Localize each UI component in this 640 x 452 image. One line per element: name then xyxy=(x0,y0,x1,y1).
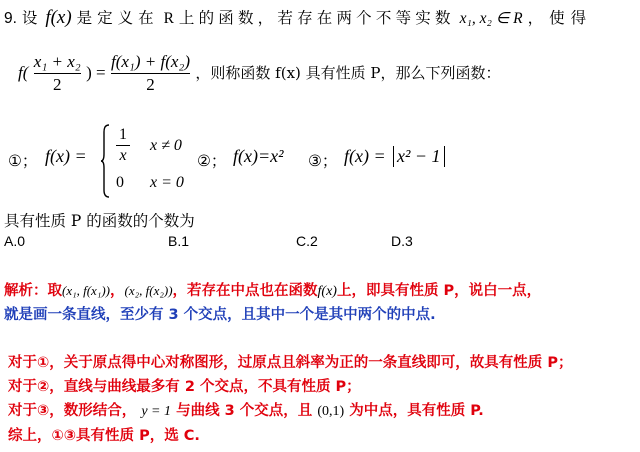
text: ，使得 xyxy=(527,9,593,27)
numerator: 1 xyxy=(119,126,127,143)
analysis-line-2: 就是画一条直线，至少有 3 个交点，且其中一个是其中两个的中点. xyxy=(4,307,436,323)
vars: x₁, x₂ ∈ R xyxy=(459,10,523,27)
text: 为中点，具有性质 P. xyxy=(349,403,484,419)
piece-1-fraction xyxy=(116,126,130,165)
eq-lhs: f( xyxy=(18,63,29,82)
question-line-1 xyxy=(4,6,592,29)
text: ，若存在中点也在函数 xyxy=(172,283,318,299)
denominator: 2 xyxy=(146,75,155,94)
denominator: x xyxy=(119,147,127,164)
item-1-fx: f(x) = xyxy=(45,146,87,166)
left-brace xyxy=(101,124,110,198)
item-3-abs: x² − 1 xyxy=(393,146,445,167)
text: 是定义在 xyxy=(76,9,159,27)
analysis-line-4: 对于②，直线与曲线最多有 2 个交点，不具有性质 P； xyxy=(8,379,361,395)
option-a: A.0 xyxy=(4,233,26,249)
piece-2-val: 0 xyxy=(116,174,124,191)
text: 对于③，数形结合， xyxy=(8,403,137,419)
set-r: R xyxy=(163,10,174,27)
item-2-fx: f(x)=x² xyxy=(233,146,284,166)
text: 设 xyxy=(21,9,41,27)
question-number: 9. xyxy=(4,10,17,27)
option-d: D.3 xyxy=(391,233,413,249)
text: 与曲线 3 个交点，且 xyxy=(176,403,313,419)
analysis-line-3: 对于①，关于原点得中心对称图形，过原点且斜率为正的一条直线即可，故具有性质 P； xyxy=(8,355,573,371)
item-3-mark: ③； xyxy=(308,152,338,170)
question-line-4: 具有性质 P 的函数的个数为 xyxy=(4,212,195,230)
numerator: x₁ + x₂ xyxy=(33,52,81,71)
option-c: C.2 xyxy=(296,233,318,249)
eq-rhs-fraction xyxy=(111,52,190,95)
definition-tail: ，则称函数 f(x) 具有性质 P，那么下列函数： xyxy=(195,64,501,82)
piece-1-cond: x ≠ 0 xyxy=(150,137,182,154)
midpoint: (0,1) xyxy=(317,404,345,419)
equation: y = 1 xyxy=(141,404,172,419)
point-2: (x₂, f(x₂)) xyxy=(124,283,173,298)
eq-lhs-fraction xyxy=(34,52,81,95)
text: 上的函数，若存在两个不等实数 xyxy=(178,9,455,27)
piece-1 xyxy=(116,126,130,165)
text: 上，即具有性质 P，说白一点， xyxy=(336,283,542,299)
analysis-line-6: 综上，①③具有性质 P，选 C. xyxy=(8,428,200,444)
item-2-mark: ②； xyxy=(197,152,227,170)
item-1-mark: ①； xyxy=(8,152,38,170)
point-1: (x₁, f(x₁)) xyxy=(62,283,111,298)
denominator: 2 xyxy=(52,75,62,94)
function-f: f(x) xyxy=(317,284,337,299)
definition-equation xyxy=(18,52,501,95)
eq-lhs-close: ) = xyxy=(86,63,106,82)
function-f: f(x) xyxy=(45,7,72,28)
text: ， xyxy=(110,283,125,299)
numerator: f(x₁) + f(x₂) xyxy=(111,52,190,71)
analysis-line-5 xyxy=(8,399,484,420)
text: 解析：取 xyxy=(4,283,62,299)
analysis-line-1 xyxy=(4,279,541,300)
option-b: B.1 xyxy=(168,233,190,249)
item-3-fx: f(x) = xyxy=(344,146,386,166)
piece-2-cond: x = 0 xyxy=(150,174,184,191)
